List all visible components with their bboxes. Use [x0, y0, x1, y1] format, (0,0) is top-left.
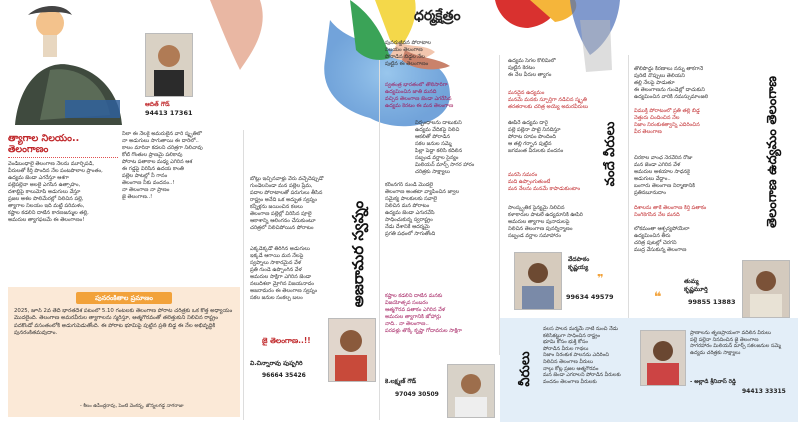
vertical-title-wrap	[602, 70, 626, 240]
poem5-body2: చిరకాల వాంఛ నెరవేరిన రోజు మన జెండా ఎగిరిన వేళ అమరుల ఆశయాల సాధనకై అడుగులు వేద్దాం.. బంగారు తెలంగాణ నిర్మాణానికి ప్రతినబూనుదాం	[634, 155, 695, 196]
poem3-highlight: స్వతంత్ర భారతంలో తొలిసారిగా ఉద్యమించిన జాతి మనది వచ్చిన తెలంగాణ జెండా ఎగరేసిన ఉద్యమ కెరటం ఈ మన తెలంగాణ	[385, 82, 454, 109]
author-photo	[145, 33, 193, 97]
poem4-body-top: ఉద్యమ సెగల కొలిమిలో పుట్టిన కెరటం ఈ నేల వీరుల త్యాగం	[508, 58, 556, 78]
leader-cartoon-illustration	[10, 5, 125, 130]
vertical-title-wrap	[760, 45, 788, 260]
bottom-body: వలస పాలన మర్మమే నాటి నుంచి నేడు కలిసికట్టుగా సాధించిన రాష్ట్రం భూమి కోసం భుక్తి కోసం పోరాడిన వీరుల గాథలు నిజాం నిరంకుశ పాలనను ఎదిరించి నిలిచిన తెలంగాణ వీరులు నాల్గు కోట్ల ప్రజల ఆత్మగౌరవం మన జెండా ఎగరాలని పోరాడిన వీరులకు వందనం తెలంగాణ వీరులకు	[543, 326, 621, 385]
bottom-vertical-title: వీరులు	[518, 351, 533, 387]
poem2-body-top: బోట్లు ఇచ్చినవాళ్లు వేరు వచ్చేదెప్పుడో గుండెలనిండా మన పల్లెల ప్రేమ, పదాల పోరాటాలతో పరుగులు తీసిన రాష్ట్రం అనేది ఒక అద్భుత స్వప్నం కన్నీళ్లను జయించిన కలలు తెలంగాణ పల్లెల్లో విరిసిన పూలై ఆకాశాన్ని ఆలింగనం చేసుకుంటూ చరిత్రలో నిలిచిపోయిన పోరాటం	[250, 176, 324, 231]
divider	[8, 157, 118, 158]
poem3-title: ధర్మక్షేత్రం	[414, 8, 461, 24]
author3-photo	[447, 364, 495, 418]
poem4-red1: మనదైన ఉద్యమం మనమే మనకు స్ఫూర్తిగా నడిచిన స్మృతి తరతరాలకు చరిత్ర అయ్యె అమరవీరులు	[508, 90, 589, 110]
vertical-title-wrap	[512, 328, 540, 418]
column-rule	[628, 55, 629, 320]
author3-name: కె.లక్ష్మణ్ గౌడ్	[385, 378, 417, 385]
poem5-red2: దిశాలను తాకే తెలంగాణ కీర్తి పతాకం నింగికెగసిన నేల మనది	[634, 205, 707, 218]
author4-photo	[514, 252, 562, 310]
author4-name: వేదపాఠం కృష్ణయ్య	[568, 256, 590, 271]
poem5-body1: తొలిపొద్దు కిరణాలు నన్ను తాకగానే పురిటి నొప్పులు తెలియని తల్లి నేలపై పాడుతూ ఈ తెలంగాణను గుండెల్లో దాచుకుని ఉద్యమించిన వారికి నమస్సుమాంజలి	[634, 66, 709, 100]
poem2-vertical-title: అజరామర స్వప్నం	[349, 200, 367, 308]
poem-body: వెండిబంధాలై తెలంగాణ నేలను మూర్చిపడి, వీరులతో కీర్తి పొందిన నేల పంటపొలాల ప్రాంతం, ఉద్యమ జెండా ఎగరేస్తూ ఆశగా పల్లెపల్లెనా అలలై ఎగసిన ఉత్సాహం, దశాబ్దిపై కాలుమోపి అడుగులు వేస్తూ ప్రజల ఆశల పొలిమేరల్లో నిలిచిన పల్లె, త్యాగాల నిలయం ఇది మట్టి పరిమళం, కష్టాల కడలిని దాటిన కారణజన్ముల తల్లి, అమరుల త్యాగఫలమే ఈ తెలంగాణం!	[8, 161, 103, 223]
author2-photo	[328, 318, 376, 382]
author6-name: - అల్లాడి శ్రీనివాస్ రెడ్డి	[690, 379, 736, 385]
poem4-vertical-title: వందే వీరులు	[603, 121, 618, 187]
pledge-body: 2025, జూన్ 2వ తేదీ భారతదేశ పటంలో 5.10 గంటలకు తెలంగాణ పోరాట చరిత్రకు ఒక కొత్త అధ్యాయం మొదలైంది. తెలంగాణ అమరవీరుల త్యాగాలను స్మరిస్తూ, ఆత్మగౌరవంతో తలెత్తుకుని నిలిచిన రాష్ట్రం పదకొండో వసంతంలోకి అడుగుపెడుతోంది. ఈ పోరాట భూమిపై పుట్టిన ప్రతి బిడ్డ ఈ నేల అభివృద్ధికి పునరంకితమవుదాం.	[14, 308, 233, 337]
column-rule	[499, 55, 500, 355]
author4-phone: 99634 49579	[566, 293, 614, 301]
poem3-body2: కరీంనగర్ నుండి మొదలై తెలంగాణ అంతటా వ్యాపించిన జ్వాల సమైక్య పాలకులకు సవాలై నిలిచిన మన పోరాటం ఉద్యమ జెండా ఎగురవేసి సాధించుకున్న స్వరాష్ట్రం నేడు దేశానికే ఆదర్శమై ప్రగతి పథంలో సాగుతోంది	[385, 182, 460, 237]
column-rule	[379, 60, 380, 420]
poem4-body3: సాంస్కృతిక సైన్యమై నిలిచిన కళాకారుల పాటలే ఉద్యమానికి ఊపిరి అమరుల త్యాగాల పునాదులపై నిలిచిన తెలంగాణ పునర్నిర్మాణం సబ్బండ వర్ణాల సమాహారం	[508, 205, 583, 239]
author6-phone: 94413 33315	[742, 388, 786, 395]
quote-icon: ❝	[654, 290, 662, 305]
poem3-body1: నిర్భంధాలను దాటుకుని ఉద్యమ వేదికపై నిలిచి ఆకలితో పోరాడిన సకల జనుల సమ్మె పిల్లా పెద్దా కలిసి కదిలిన సబ్బండ వర్ణాల సైన్యం మిలియన్ మార్చ్ సాగర హారం చరిత్రకు సాక్ష్యాలు	[415, 120, 475, 175]
poem-title: త్యాగాల నిలయం.. తెలంగాణం	[8, 133, 80, 155]
poem4-body2: ఊపిరే ఉద్యమ దారై పల్లె పల్లెనా పాటై నినదిస్తూ పోరాట రూపం పొందింది ఆ తల్లి గర్భాన పుట్టిన జగమంత వీరులకు వందనం	[508, 120, 564, 154]
pledge-title-bar	[76, 292, 172, 304]
poem5-body3: లోకమంతా ఆశ్చర్యపోయేలా ఉద్యమించిన తీరు చరిత్ర పుటల్లో చెరగని ముద్ర వేసుకున్న తెలంగాణ	[634, 226, 690, 253]
author3-phone: 97049 30509	[395, 391, 439, 398]
poem5-red1: విముక్తి పోరాటంలో ప్రతి తల్లి బిడ్డ నెత్తురు చిందించిన నేల నిజాం నిరంకుశత్వాన్ని ఎదిరించిన వీర తెలంగాణ	[634, 108, 700, 135]
pledge-title: పునరంకితాల ప్రమాణం	[95, 294, 153, 302]
quote-icon: ❞	[597, 272, 604, 285]
author5-phone: 99855 13883	[688, 298, 736, 306]
author2-phone: 96664 35426	[262, 372, 306, 379]
author6-photo	[640, 330, 686, 386]
poem-continuation: నీలా ఈ నేలకై అమరులైన వారి స్మృతిలో నా అడుగులు సాగుతాయి ఈ దారిలో.. కాలం మారినా కదలని చరిత్రగా నిలిచావు కోటి గొంతుల ప్రాణమై పలికావు పోరాట పతాకాల మధ్య ఎగిరిన ఆశ ఈ గడ్డపై విరిసిన ఉదయ కాంతి పల్లెల పాటల్లో నీ గానం తెలంగాణ నీకు వందనం..! నా తెలంగాణ నా ప్రాణం జై తెలంగాణ..!	[122, 131, 203, 200]
poem3-highlight2: కష్టాల కడలిని దాటిన మనకు విజయోత్సవ సంబరం ఆత్మగౌరవ పతాకం ఎగిరిన వేళ అమరుల త్యాగానికి జోహార్లు నాది.. నా తెలంగాణ.. పరవళ్లు తొక్కే కృష్ణా గోదావరుల సాక్షిగా	[385, 293, 463, 334]
author2-name: వి.చిన్నారావు పుష్పగిరి	[250, 360, 303, 367]
column-rule	[243, 130, 244, 420]
poem2-body-bottom: ఎక్కడెక్కడో తిరిగిన అడుగులు ఇక్కడే ఆగాయి మన నేలపై స్వప్నాలు సాకారమైన వేళ ప్రతి గుండె ఉప్పొంగిన వేళ అమరుల సాక్షిగా ఎగిరిన జెండా నలుదిశలా మ్రోగిన విజయనాదం అజరామరం ఈ తెలంగాణ స్వప్నం సకల జనుల సంకల్ప బలం	[250, 246, 318, 301]
poem5-vertical-title: తెలంగాణ ఉద్యమం తెలంగాణ	[765, 75, 780, 229]
poem3-intro: పునరుజ్జీవన పోరాటాల నిలయం తెలంగాణ పోరాడిన బిడ్డల నేల పుట్టిన ఈ తెలంగాణం	[385, 40, 431, 67]
author5-photo	[742, 260, 790, 318]
slogan: జై తెలంగాణ..!!	[262, 336, 311, 345]
poem4-red2: మనసే సమరం మది ఉప్పొంగుతుంటే మన నేలను మనమే కాపాడుకుంటాం	[508, 172, 581, 192]
author5-name: తుమ్మ కృష్ణమూర్తి	[684, 278, 708, 293]
author1-phone: 94413 17361	[145, 109, 193, 117]
bottom-body2: ప్రాణాలను తృణప్రాయంగా వదిలిన వీరులు పల్లె పల్లెనా నినదించిన జై తెలంగాణ సాగరహారం మిలియన్ మార్చ్ సకలజనుల సమ్మె ఉద్యమ చరిత్రకు సాక్ష్యాలు	[690, 330, 781, 356]
pledge-signoff: - శీలం ఉపేంద్రరావు, పెంటి వెంకన్న, జొన్నలగడ్డ నాగరాజు	[80, 404, 184, 409]
author1-name: ఆదిత్ గౌడ్	[145, 101, 170, 108]
